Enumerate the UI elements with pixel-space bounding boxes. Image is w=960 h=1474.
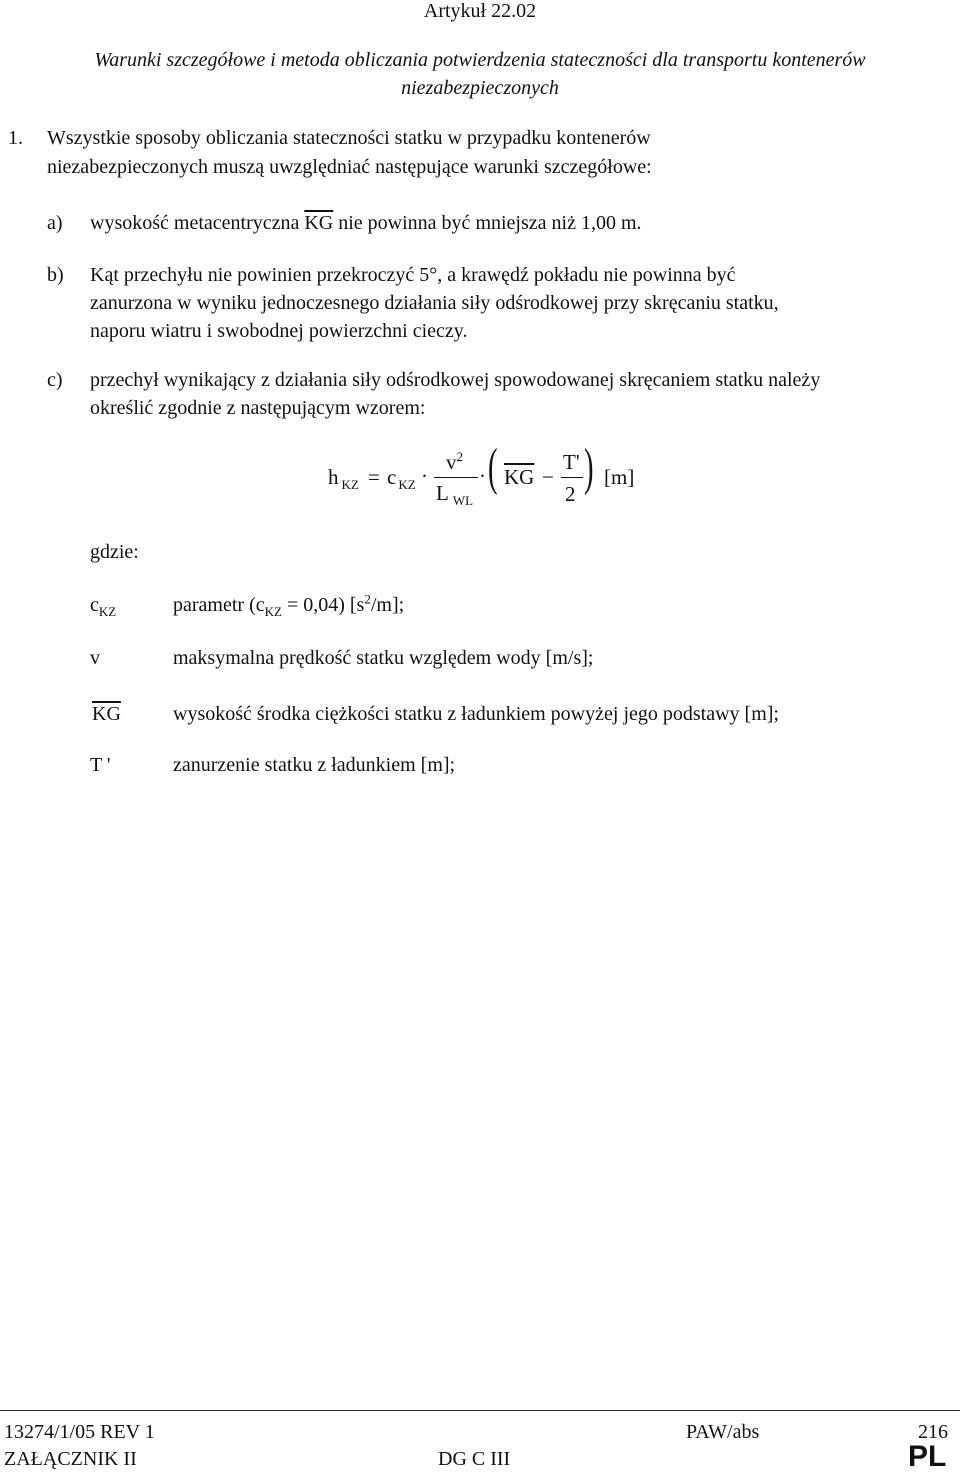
point-1-line1: Wszystkie sposoby obliczania stateczności statku w przypadku kontenerów [47, 127, 651, 149]
item-b-line1: Kąt przechyłu nie powinien przekroczyć 5°, a krawędź pokładu nie powinna być [90, 264, 736, 286]
formula-v: v [446, 450, 457, 474]
formula-kg: $\overline{KG}$ [504, 465, 535, 489]
formula-t-numerator: T' [563, 450, 580, 474]
article-title: Artykuł 22.02 [423, 0, 537, 22]
formula-c-symbol: c [387, 465, 397, 489]
formula-paren-right: ) [584, 439, 594, 496]
formula-denominator [436, 481, 474, 509]
formula-c-sub: KZ [398, 477, 416, 493]
article-subtitle-line1: Warunki szczegółowe i metoda obliczania potwierdzenia stateczności dla transportu kontenerów [94, 49, 866, 71]
formula-h [328, 465, 359, 493]
def-text-v: maksymalna prędkość statku względem wody [m/s]; [173, 647, 594, 669]
formula-equals: = [368, 465, 380, 489]
article-subtitle-line2: niezabezpieczonych [401, 77, 559, 99]
formula-minus: − [542, 465, 554, 489]
item-a-text [90, 211, 642, 235]
formula-v-exp: 2 [456, 449, 463, 464]
item-b-marker: b) [47, 264, 64, 286]
def-symbol-c: c [90, 594, 99, 616]
footer-doc-number: 13274/1/05 REV 1 [4, 1421, 155, 1443]
formula-h-sub: KZ [341, 477, 359, 493]
formula-l: L [436, 481, 449, 505]
formula-h-symbol: h [328, 465, 339, 489]
def-symbol-v: v [90, 647, 100, 669]
def-symbol-ckz [90, 593, 116, 617]
item-c-line2: określić zgodnie z następującym wzorem: [90, 397, 426, 419]
footer-annex: ZAŁĄCZNIK II [4, 1448, 137, 1470]
formula-dot-2: · [479, 464, 486, 488]
footer-page-number: 216 [918, 1421, 948, 1443]
formula-fraction-bar [434, 477, 478, 478]
def-text-ckz-part1: parametr (c [173, 594, 265, 616]
def-text-t: zanurzenie statku z ładunkiem [m]; [173, 754, 456, 776]
point-1-line2: niezabezpieczonych muszą uwzględniać następujące warunki szczegółowe: [47, 156, 652, 178]
item-a-text-before: wysokość metacentryczna [90, 212, 300, 234]
where-label: gdzie: [90, 541, 139, 563]
item-b-line3: naporu wiatru i swobodnej powierzchni cieczy. [90, 320, 468, 342]
formula-unit: [m] [604, 465, 635, 489]
article-subtitle [0, 46, 960, 102]
def-text-kg: wysokość środka ciężkości statku z ładunkiem powyżej jego podstawy [m]; [173, 703, 779, 725]
formula-numerator [446, 450, 463, 475]
item-c-line1: przechył wynikający z działania siły odśrodkowej spowodowanej skręcaniem statku należy [90, 369, 821, 391]
footer-dg: DG C III [438, 1448, 511, 1470]
def-symbol-t: T ' [90, 754, 111, 776]
item-a-marker: a) [47, 212, 63, 234]
def-text-ckz [173, 593, 404, 617]
formula-l-sub: WL [452, 493, 474, 509]
formula-paren-left: ( [488, 439, 498, 496]
formula-t-fraction-bar [561, 477, 583, 478]
kg-symbol: $\overline{KG}$ [304, 212, 334, 234]
formula-t-denominator: 2 [565, 482, 576, 506]
item-c-marker: c) [47, 369, 63, 391]
footer-language-code: PL [908, 1440, 947, 1473]
formula-c [387, 465, 416, 493]
def-text-ckz-sub: KZ [264, 604, 282, 619]
footer-initials: PAW/abs [686, 1421, 760, 1443]
point-1-number: 1. [8, 127, 23, 149]
def-text-ckz-part2: = 0,04) [s [281, 594, 365, 616]
def-text-ckz-sup: 2 [364, 591, 371, 607]
def-symbol-kg: $\overline{KG}$ [92, 703, 121, 725]
item-b-line2: zanurzona w wyniku jednoczesnego działania siły odśrodkowej przy skręcaniu statku, [90, 292, 779, 314]
footer-divider [0, 1410, 960, 1411]
formula-dot-1: · [421, 464, 428, 488]
def-symbol-c-sub: KZ [98, 604, 117, 619]
def-text-ckz-part3: /m]; [370, 594, 405, 616]
item-a-text-after: nie powinna być mniejsza niż 1,00 m. [338, 212, 642, 234]
